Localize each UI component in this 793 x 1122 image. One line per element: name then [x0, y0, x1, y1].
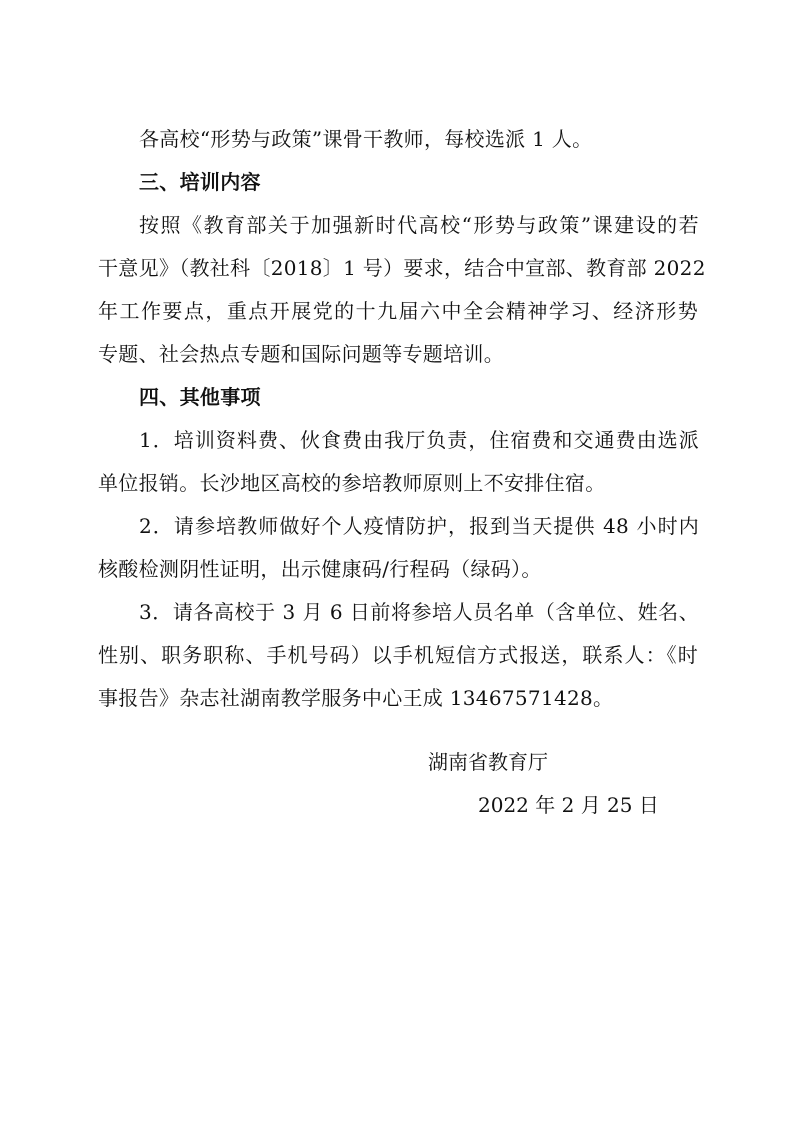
- paragraph-line-item1-1: 1．培训资料费、伙食费由我厅负责，住宿费和交通费由选派: [139, 428, 699, 452]
- paragraph-line-item3-3: 事报告》杂志社湖南教学服务中心王成 13467571428。: [98, 686, 614, 710]
- paragraph-line-content-2: 干意见》（教社科〔2018〕1 号）要求，结合中宣部、教育部 2022: [98, 256, 706, 280]
- paragraph-line-content-4: 专题、社会热点专题和国际问题等专题培训。: [98, 342, 504, 366]
- paragraph-line-item3-1: 3．请各高校于 3 月 6 日前将参培人员名单（含单位、姓名、: [139, 600, 699, 624]
- paragraph-line-item2-2: 核酸检测阴性证明，出示健康码/行程码（绿码）。: [98, 557, 542, 581]
- paragraph-line-participants: 各高校“形势与政策”课骨干教师，每校选派 1 人。: [139, 127, 593, 151]
- paragraph-line-item3-2: 性别、职务职称、手机号码）以手机短信方式报送，联系人：《时: [98, 643, 698, 667]
- paragraph-line-item1-2: 单位报销。长沙地区高校的参培教师原则上不安排住宿。: [98, 471, 606, 495]
- paragraph-line-content-1: 按照《教育部关于加强新时代高校“形势与政策”课建设的若: [139, 213, 699, 237]
- signature-date: 2022 年 2 月 25 日: [478, 793, 659, 817]
- signature-organization: 湖南省教育厅: [428, 750, 548, 774]
- section-heading-training-content: 三、培训内容: [139, 170, 261, 194]
- section-heading-other-matters: 四、其他事项: [139, 385, 261, 409]
- paragraph-line-item2-1: 2．请参培教师做好个人疫情防护，报到当天提供 48 小时内: [139, 514, 699, 538]
- paragraph-line-content-3: 年工作要点，重点开展党的十九届六中全会精神学习、经济形势: [98, 299, 698, 323]
